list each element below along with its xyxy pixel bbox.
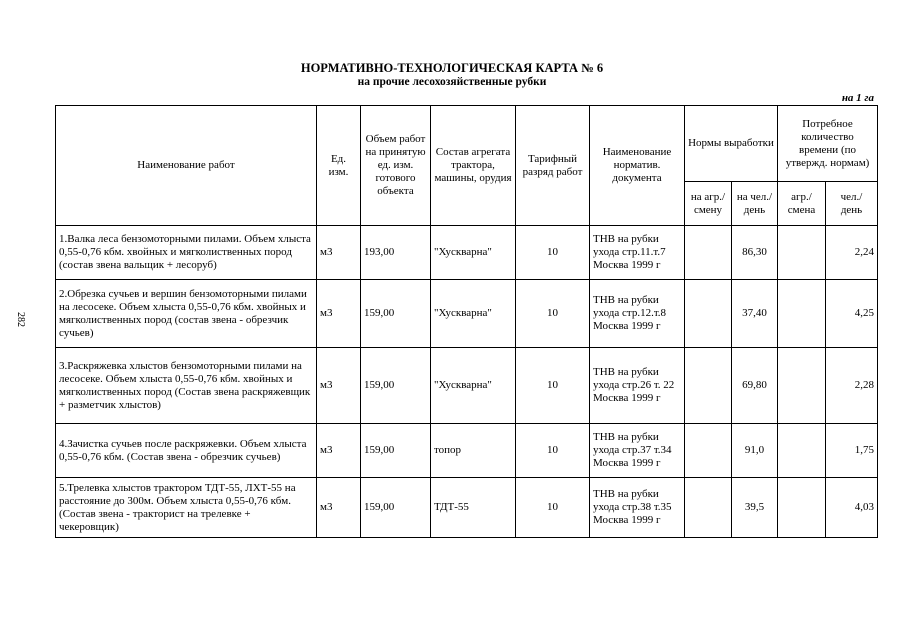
cell-equipment: "Хускварна" xyxy=(431,280,516,348)
header-time-need: Потребное количество времени (по утвержд. нормам) xyxy=(778,106,878,182)
cell-doc: ТНВ на рубки ухода стр.26 т. 22 Москва 1999 г xyxy=(590,348,685,424)
cell-norm-unit xyxy=(685,424,732,478)
table-row xyxy=(56,226,878,280)
table-row xyxy=(56,424,878,478)
cell-grade: 10 xyxy=(516,424,590,478)
cell-equipment: ТДТ-55 xyxy=(431,478,516,538)
cell-norm-person: 37,40 xyxy=(732,280,778,348)
document-title: НОРМАТИВНО-ТЕХНОЛОГИЧЕСКАЯ КАРТА № 6 xyxy=(300,61,604,75)
cell-unit: м3 xyxy=(317,348,361,424)
document-subtitle: на прочие лесохозяйственные рубки xyxy=(357,76,547,88)
header-person-day: чел./ день xyxy=(826,182,878,226)
table-header xyxy=(56,106,878,226)
cell-grade: 10 xyxy=(516,280,590,348)
cell-volume: 159,00 xyxy=(361,478,431,538)
header-unit-composition: Состав агрегата трактора, машины, орудия xyxy=(431,106,516,226)
cell-unit: м3 xyxy=(317,424,361,478)
cell-norm-unit xyxy=(685,226,732,280)
cell-equipment: топор xyxy=(431,424,516,478)
table-row xyxy=(56,280,878,348)
cell-time-unit xyxy=(778,280,826,348)
page-number: 282 xyxy=(15,312,26,327)
cell-norm-unit xyxy=(685,348,732,424)
header-unit-shift: агр./ смена xyxy=(778,182,826,226)
cell-time-unit xyxy=(778,226,826,280)
cell-doc: ТНВ на рубки ухода стр.37 т.34 Москва 1999 г xyxy=(590,424,685,478)
header-per-unit-shift: на агр./ смену xyxy=(685,182,732,226)
cell-norm-person: 69,80 xyxy=(732,348,778,424)
cell-work: 5.Трелевка хлыстов трактором ТДТ-55, ЛХТ-55 на расстояние до 300м. Объем хлыста 0,55-0,76 кбм. (Состав звена - тракторист на трелевке + чекеровщик) xyxy=(56,478,317,538)
cell-time-person: 2,28 xyxy=(826,348,878,424)
cell-doc: ТНВ на рубки ухода стр.38 т.35 Москва 1999 г xyxy=(590,478,685,538)
cell-time-unit xyxy=(778,478,826,538)
header-output-norms: Нормы выработки xyxy=(685,106,778,182)
table-row xyxy=(56,478,878,538)
cell-time-person: 4,03 xyxy=(826,478,878,538)
cell-work: 1.Валка леса бензомоторными пилами. Объем хлыста 0,55-0,76 кбм. хвойных и мягколиственных пород (состав звена вальщик + лесоруб) xyxy=(56,226,317,280)
cell-time-person: 1,75 xyxy=(826,424,878,478)
cell-doc: ТНВ на рубки ухода стр.11.т.7 Москва 1999 г xyxy=(590,226,685,280)
cell-equipment: "Хускварна" xyxy=(431,348,516,424)
header-volume: Объем работ на принятую ед. изм. готового объекта xyxy=(361,106,431,226)
cell-norm-unit xyxy=(685,478,732,538)
cell-work: 4.Зачистка сучьев после раскряжевки. Объем хлыста 0,55-0,76 кбм. (Состав звена - обрезчик сучьев) xyxy=(56,424,317,478)
cell-unit: м3 xyxy=(317,280,361,348)
cell-time-person: 2,24 xyxy=(826,226,878,280)
cell-grade: 10 xyxy=(516,348,590,424)
cell-volume: 159,00 xyxy=(361,348,431,424)
unit-note: на 1 га xyxy=(841,92,874,104)
cell-doc: ТНВ на рубки ухода стр.12.т.8 Москва 1999 г xyxy=(590,280,685,348)
cell-volume: 159,00 xyxy=(361,424,431,478)
table-row xyxy=(56,348,878,424)
cell-unit: м3 xyxy=(317,226,361,280)
cell-grade: 10 xyxy=(516,478,590,538)
cell-time-person: 4,25 xyxy=(826,280,878,348)
cell-norm-person: 39,5 xyxy=(732,478,778,538)
cell-grade: 10 xyxy=(516,226,590,280)
cell-norm-person: 86,30 xyxy=(732,226,778,280)
cell-work: 3.Раскряжевка хлыстов бензомоторными пилами на лесосеке. Объем хлыста 0,55-0,76 кбм. хвойных и мягколиственных пород (Состав звена раскряжевщик + разметчик хлыстов) xyxy=(56,348,317,424)
cell-work: 2.Обрезка сучьев и вершин бензомоторными пилами на лесосеке. Объем хлыста 0,55-0,76 кбм. хвойных и мягколиственных пород (состав звена - обрезчик сучьев) xyxy=(56,280,317,348)
cell-volume: 159,00 xyxy=(361,280,431,348)
cell-volume: 193,00 xyxy=(361,226,431,280)
cell-norm-unit xyxy=(685,280,732,348)
header-unit: Ед. изм. xyxy=(317,106,361,226)
header-norm-doc: Наименование норматив. документа xyxy=(590,106,685,226)
norms-table xyxy=(55,105,878,538)
header-per-person-day: на чел./ день xyxy=(732,182,778,226)
header-work-name: Наименование работ xyxy=(56,106,317,226)
header-grade: Тарифный разряд работ xyxy=(516,106,590,226)
cell-norm-person: 91,0 xyxy=(732,424,778,478)
cell-unit: м3 xyxy=(317,478,361,538)
cell-time-unit xyxy=(778,348,826,424)
cell-time-unit xyxy=(778,424,826,478)
cell-equipment: "Хускварна" xyxy=(431,226,516,280)
table-body xyxy=(56,226,878,538)
